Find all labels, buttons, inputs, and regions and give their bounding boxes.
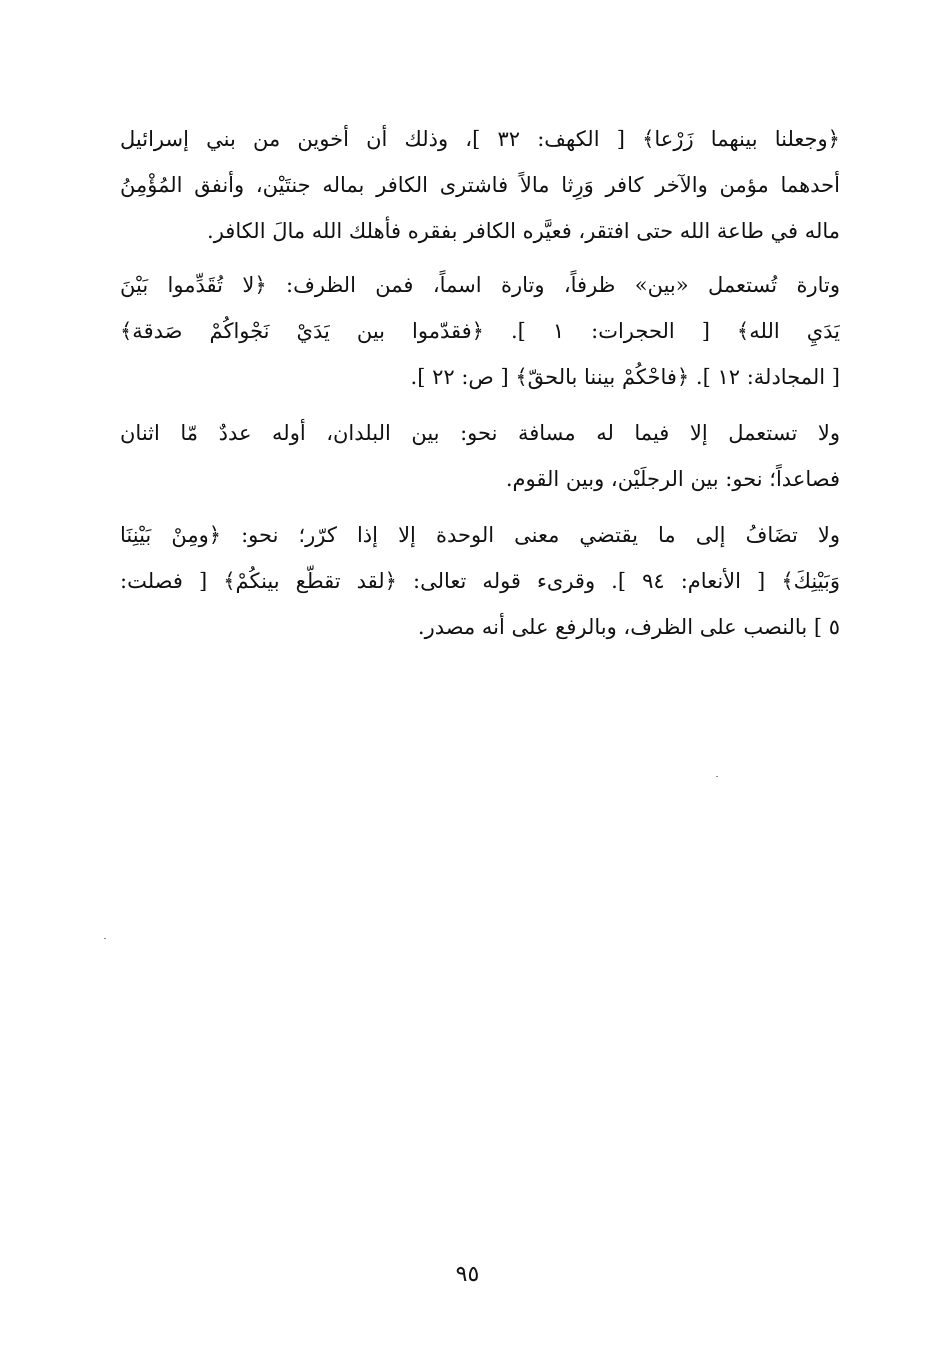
text-line: ﴿وجعلنا بينهما زَرْعا﴾ [ الكهف: ٣٢ ]، وذلك أن أخوين من بني إسرائيل <box>120 127 840 151</box>
text-line: ماله في طاعة الله حتى افتقر، فعيَّره الكافر بفقره فأهلك الله مالَ الكافر. <box>207 219 840 243</box>
page-number: ٩٥ <box>455 1262 480 1287</box>
text-line: [ المجادلة: ١٢ ]. ﴿فاحْكُمْ بيننا بالحقّ﴾ [ ص: ٢٢ ]. <box>410 365 840 389</box>
text-line: ٥ ] بالنصب على الظرف، وبالرفع على أنه مصدر. <box>417 615 840 639</box>
scan-speck <box>716 776 718 777</box>
paragraph-3 <box>120 410 840 502</box>
text-line: فصاعداً؛ نحو: بين الرجلَيْن، وبين القوم. <box>505 467 840 491</box>
text-line: ولا تستعمل إلا فيما له مسافة نحو: بين البلدان، أوله عددٌ مّا اثنان <box>120 421 840 445</box>
paragraph-2 <box>120 262 840 400</box>
text-line: ولا تضَافُ إلى ما يقتضي معنى الوحدة إلا إذا كرّر؛ نحو: ﴿ومِنْ بَيْنِنَا <box>120 523 840 547</box>
text-line: وَبَيْنِكَ﴾ [ الأنعام: ٩٤ ]. وقرىء قوله تعالى: ﴿لقد تقطّع بينكُمْ﴾ [ فصلت: <box>120 569 840 593</box>
paragraph-1 <box>120 116 840 254</box>
scan-speck <box>104 938 106 939</box>
paragraph-4 <box>120 512 840 650</box>
text-line: يَدَيِ الله﴾ [ الحجرات: ١ ]. ﴿فقدّموا بين يَدَيْ نَجْواكُمْ صَدقة﴾ <box>120 319 840 343</box>
text-line: وتارة تُستعمل «بين» ظرفاً، وتارة اسماً، فمن الظرف: ﴿لا تُقَدِّموا بَيْنَ <box>120 273 840 297</box>
text-line: أحدهما مؤمن والآخر كافر وَرِثا مالاً فاشترى الكافر بماله جنتَيْن، وأنفق المُؤْمِنُ <box>120 173 840 197</box>
